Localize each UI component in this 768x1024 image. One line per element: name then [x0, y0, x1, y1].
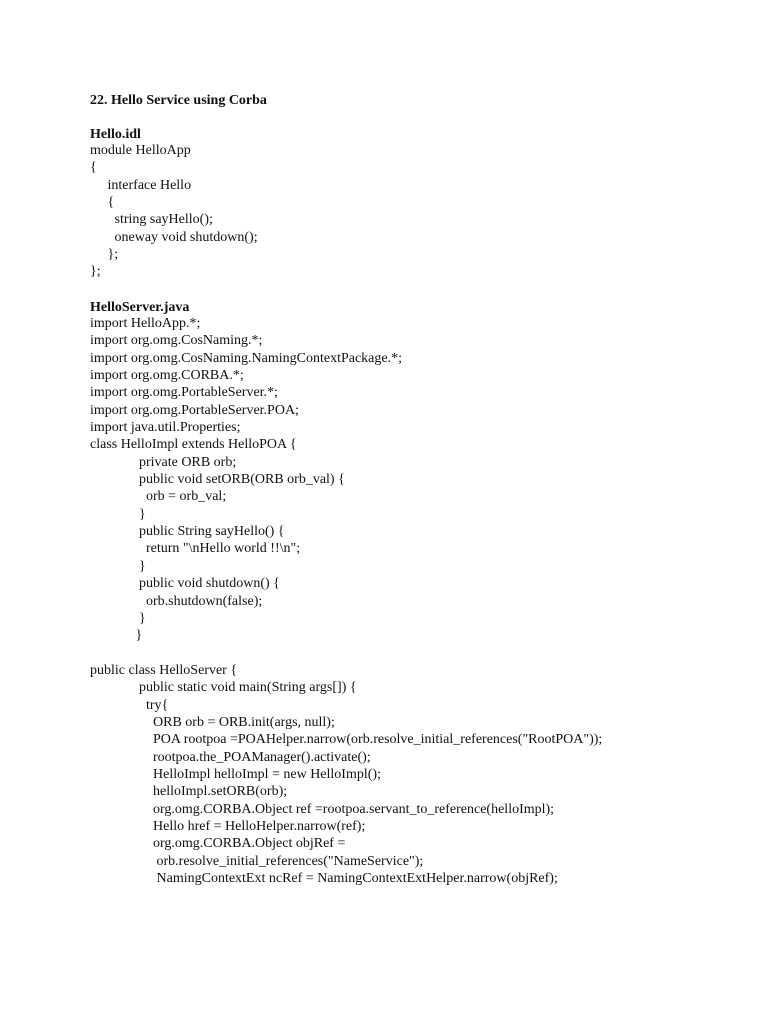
code-line: return "\nHello world !!\n";	[90, 541, 301, 557]
code-line: public void shutdown() {	[90, 576, 280, 592]
file-name-helloserver-java: HelloServer.java	[90, 300, 190, 315]
code-line: class HelloImpl extends HelloPOA {	[90, 437, 297, 453]
code-line: import java.util.Properties;	[90, 420, 241, 436]
code-line: try{	[90, 697, 169, 713]
code-line: org.omg.CORBA.Object objRef =	[90, 836, 346, 852]
code-line: POA rootpoa =POAHelper.narrow(orb.resolve_initial_references("RootPOA"));	[90, 732, 603, 748]
code-line: HelloImpl helloImpl = new HelloImpl();	[90, 766, 381, 782]
code-line: string sayHello();	[90, 212, 213, 228]
code-line: oneway void shutdown();	[90, 229, 258, 245]
code-line: public void setORB(ORB orb_val) {	[90, 472, 345, 488]
code-line: {	[90, 195, 115, 211]
code-line: }	[90, 506, 146, 522]
code-line: NamingContextExt ncRef = NamingContextExtHelper.narrow(objRef);	[90, 871, 558, 886]
code-line: import org.omg.PortableServer.POA;	[90, 402, 299, 418]
code-line: interface Hello	[90, 177, 192, 193]
code-line: rootpoa.the_POAManager().activate();	[90, 749, 371, 765]
code-line: orb = orb_val;	[90, 489, 227, 505]
code-line: ORB orb = ORB.init(args, null);	[90, 714, 335, 730]
code-line: Hello href = HelloHelper.narrow(ref);	[90, 818, 366, 834]
code-line: public class HelloServer {	[90, 662, 238, 678]
code-line: }	[90, 558, 146, 574]
code-line: import org.omg.CORBA.*;	[90, 368, 244, 384]
code-line: {	[90, 160, 97, 176]
section-title: 22. Hello Service using Corba	[90, 93, 267, 108]
code-line: }	[90, 628, 143, 644]
code-line: };	[90, 247, 119, 263]
code-line: };	[90, 264, 101, 280]
code-line: private ORB orb;	[90, 454, 237, 470]
code-line: import org.omg.PortableServer.*;	[90, 385, 278, 401]
hello-idl-code	[90, 142, 258, 281]
helloserver-java-code	[90, 315, 602, 887]
code-line: import HelloApp.*;	[90, 316, 201, 331]
code-line: orb.shutdown(false);	[90, 593, 263, 609]
code-line: module HelloApp	[90, 143, 191, 158]
file-name-hello-idl: Hello.idl	[90, 127, 141, 142]
code-line	[90, 645, 602, 662]
code-line: orb.resolve_initial_references("NameService");	[90, 853, 424, 869]
code-line: public String sayHello() {	[90, 524, 285, 540]
code-line: org.omg.CORBA.Object ref =rootpoa.servant_to_reference(helloImpl);	[90, 801, 555, 817]
code-line: }	[90, 610, 146, 626]
code-line: import org.omg.CosNaming.*;	[90, 333, 263, 349]
code-line: public static void main(String args[]) {	[90, 680, 357, 696]
code-line: import org.omg.CosNaming.NamingContextPackage.*;	[90, 350, 402, 366]
code-line: helloImpl.setORB(orb);	[90, 784, 288, 800]
